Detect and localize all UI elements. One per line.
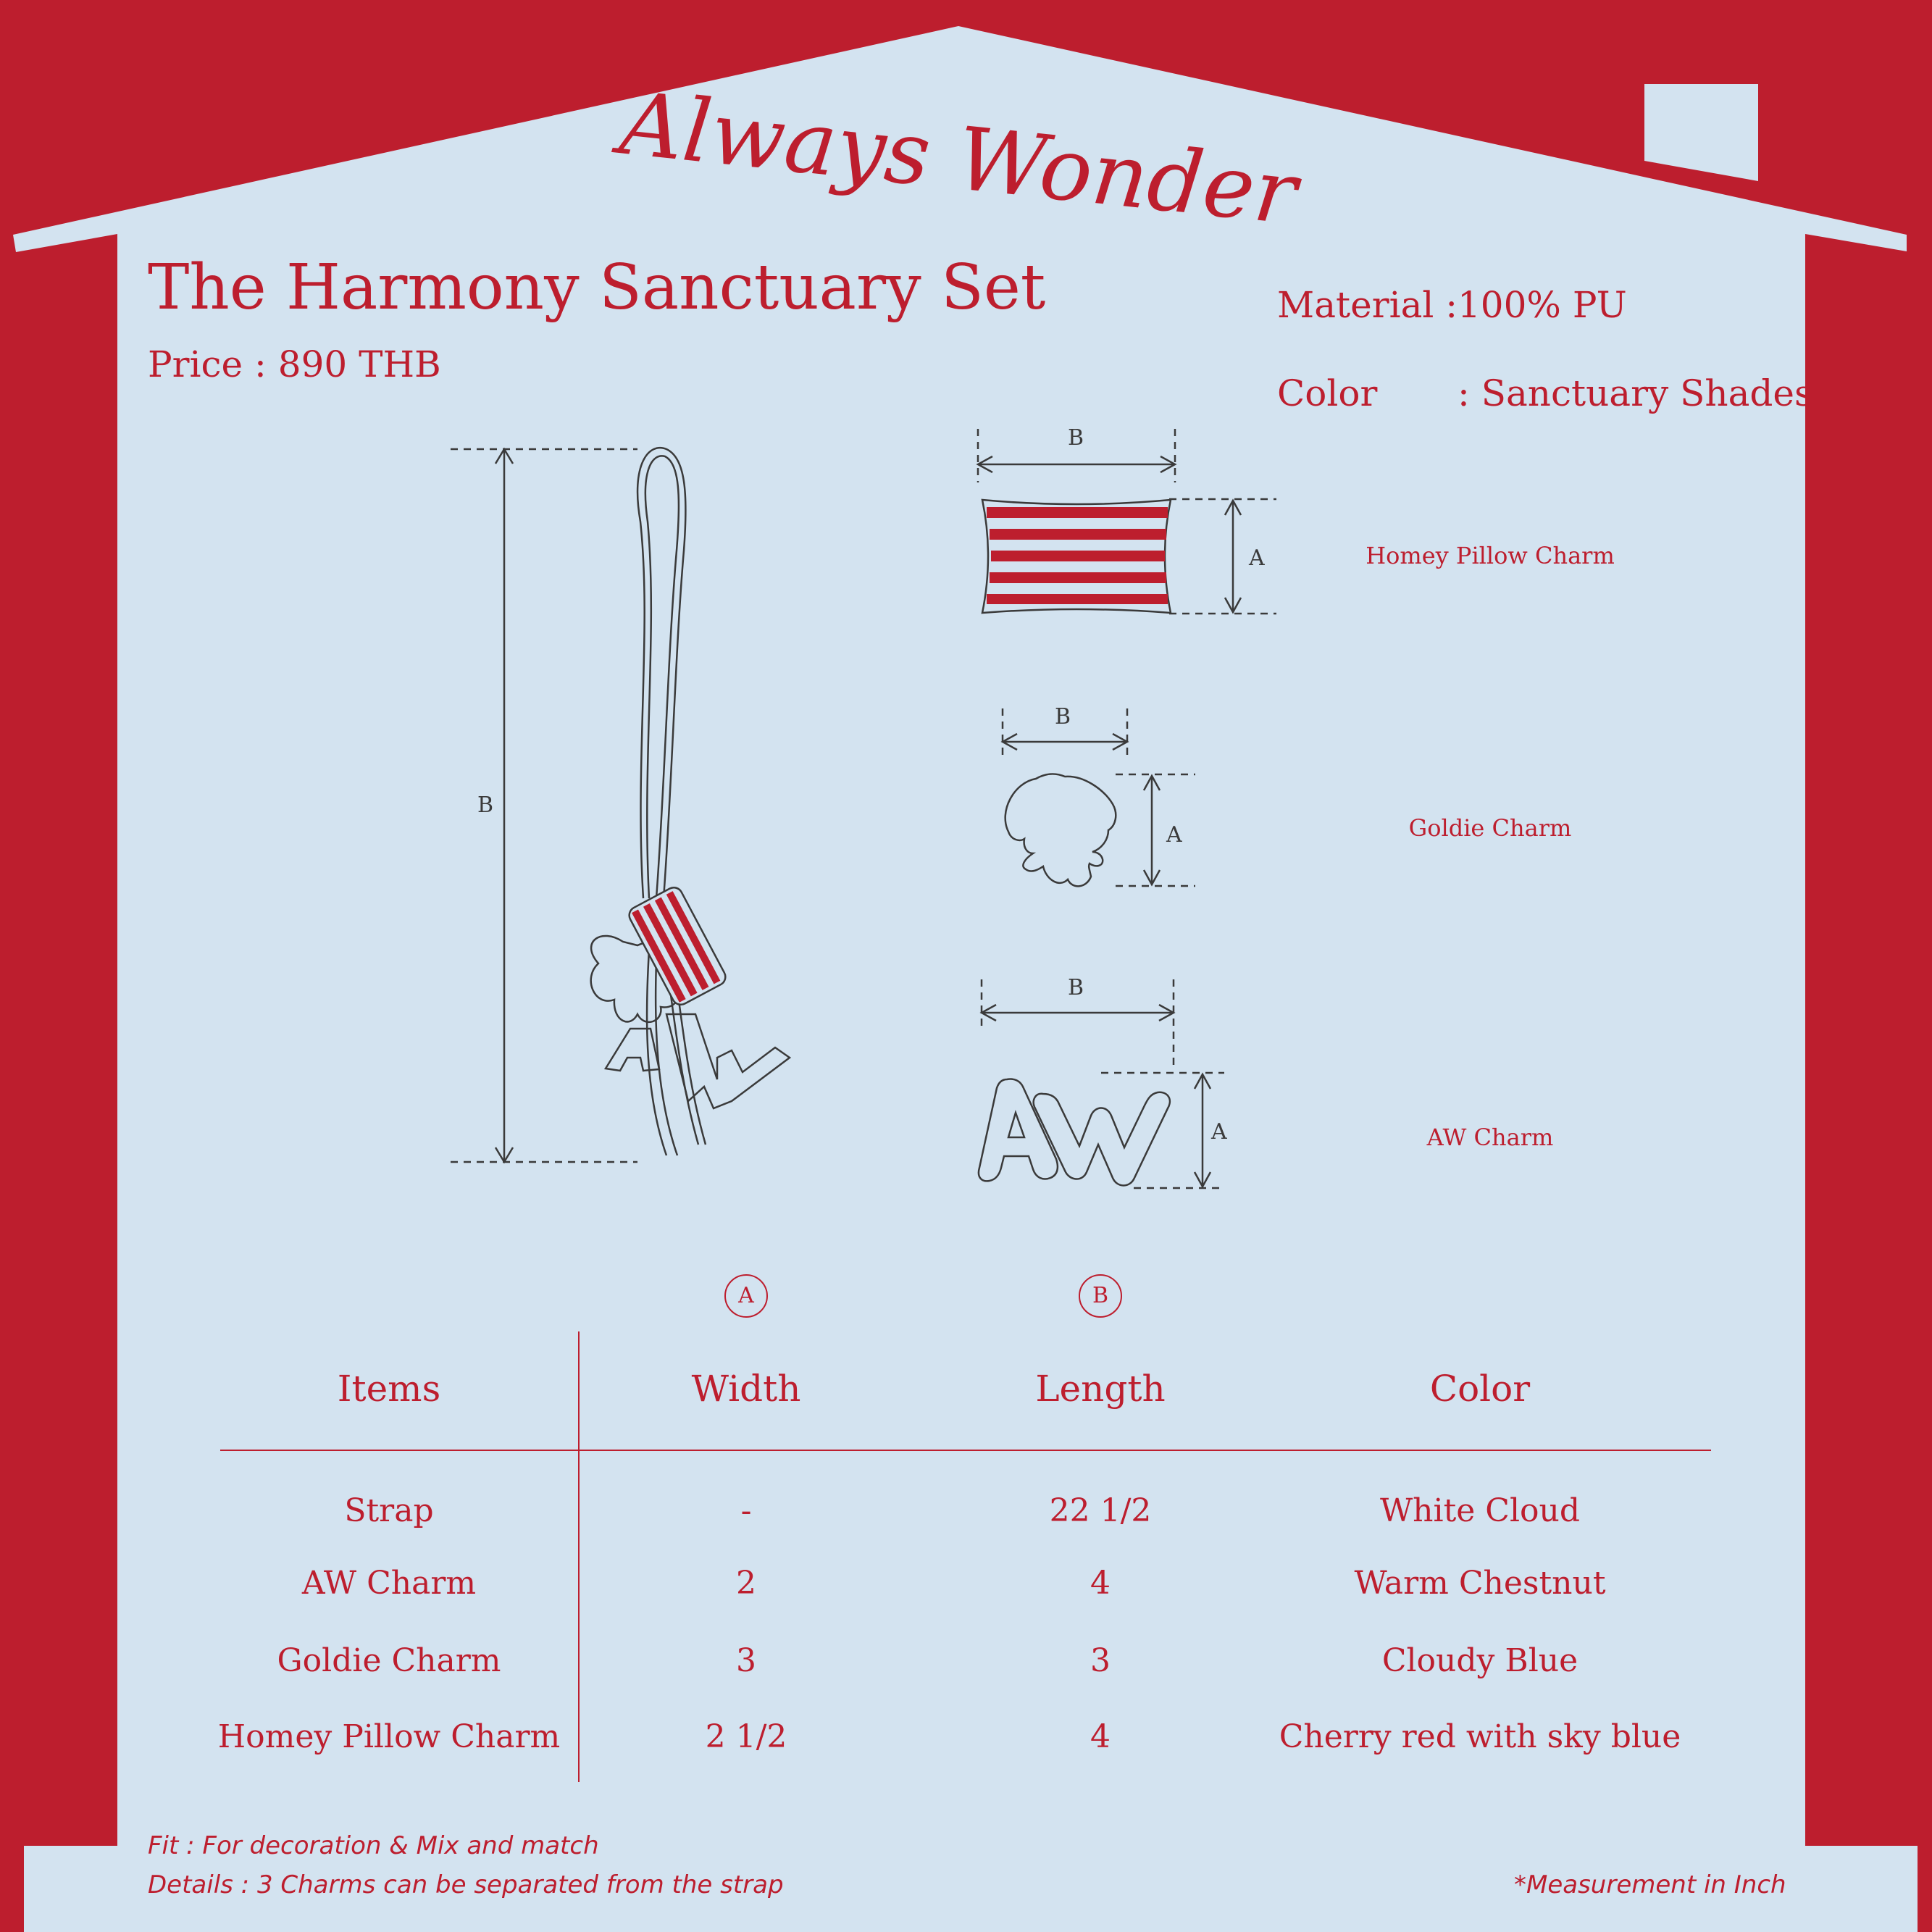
color-value: : Sanctuary Shades xyxy=(1458,372,1813,414)
row-width: 2 1/2 xyxy=(705,1718,787,1755)
strap-dim-b-label: B xyxy=(477,793,494,818)
row-color: Warm Chestnut xyxy=(1354,1565,1606,1602)
footer-details: Details : 3 Charms can be separated from the strap xyxy=(148,1870,784,1899)
table-header-items: Items xyxy=(337,1368,441,1410)
material-value: 100% PU xyxy=(1458,284,1627,326)
pillow-dim-b-label: B xyxy=(1068,425,1084,451)
table-header-length: Length xyxy=(1035,1368,1166,1410)
aw-dim-a-label: A xyxy=(1211,1119,1227,1145)
row-item: AW Charm xyxy=(301,1565,477,1602)
material-label: Material : xyxy=(1277,284,1458,326)
charm-label-aw: AW Charm xyxy=(1426,1124,1554,1151)
table-header-width: Width xyxy=(691,1368,801,1410)
footer-measurement-note: *Measurement in Inch xyxy=(1514,1870,1786,1899)
row-width: 2 xyxy=(736,1565,756,1602)
row-width: 3 xyxy=(736,1642,756,1679)
row-length: 4 xyxy=(1090,1718,1111,1755)
row-color: White Cloud xyxy=(1379,1492,1581,1529)
circle-b-marker: B xyxy=(1079,1274,1122,1318)
row-item: Goldie Charm xyxy=(277,1642,501,1679)
table-header-color: Color xyxy=(1429,1368,1531,1410)
pillow-dim-a-label: A xyxy=(1249,545,1265,571)
row-length: 3 xyxy=(1090,1642,1111,1679)
footer-fit: Fit : For decoration & Mix and match xyxy=(148,1831,599,1860)
row-color: Cloudy Blue xyxy=(1381,1642,1578,1679)
aw-dim-b-label: B xyxy=(1068,975,1084,1000)
goldie-dim-a-label: A xyxy=(1166,822,1182,848)
brand-logo: Always Wonder xyxy=(615,73,1302,245)
chimney xyxy=(1644,84,1758,181)
color-label: Color xyxy=(1277,372,1378,414)
product-price: Price : 890 THB xyxy=(148,343,441,385)
row-length: 22 1/2 xyxy=(1049,1492,1152,1529)
row-item: Homey Pillow Charm xyxy=(217,1718,561,1755)
goldie-dim-b-label: B xyxy=(1055,704,1071,729)
row-width: - xyxy=(740,1492,752,1529)
row-color: Cherry red with sky blue xyxy=(1279,1718,1681,1755)
pillow-charm-graphic xyxy=(982,500,1171,613)
product-title: The Harmony Sanctuary Set xyxy=(148,251,1046,324)
circle-a-marker: A xyxy=(724,1274,768,1318)
charm-label-goldie: Goldie Charm xyxy=(1408,814,1572,842)
charm-label-pillow: Homey Pillow Charm xyxy=(1366,542,1615,569)
row-length: 4 xyxy=(1090,1565,1111,1602)
row-item: Strap xyxy=(344,1492,434,1529)
